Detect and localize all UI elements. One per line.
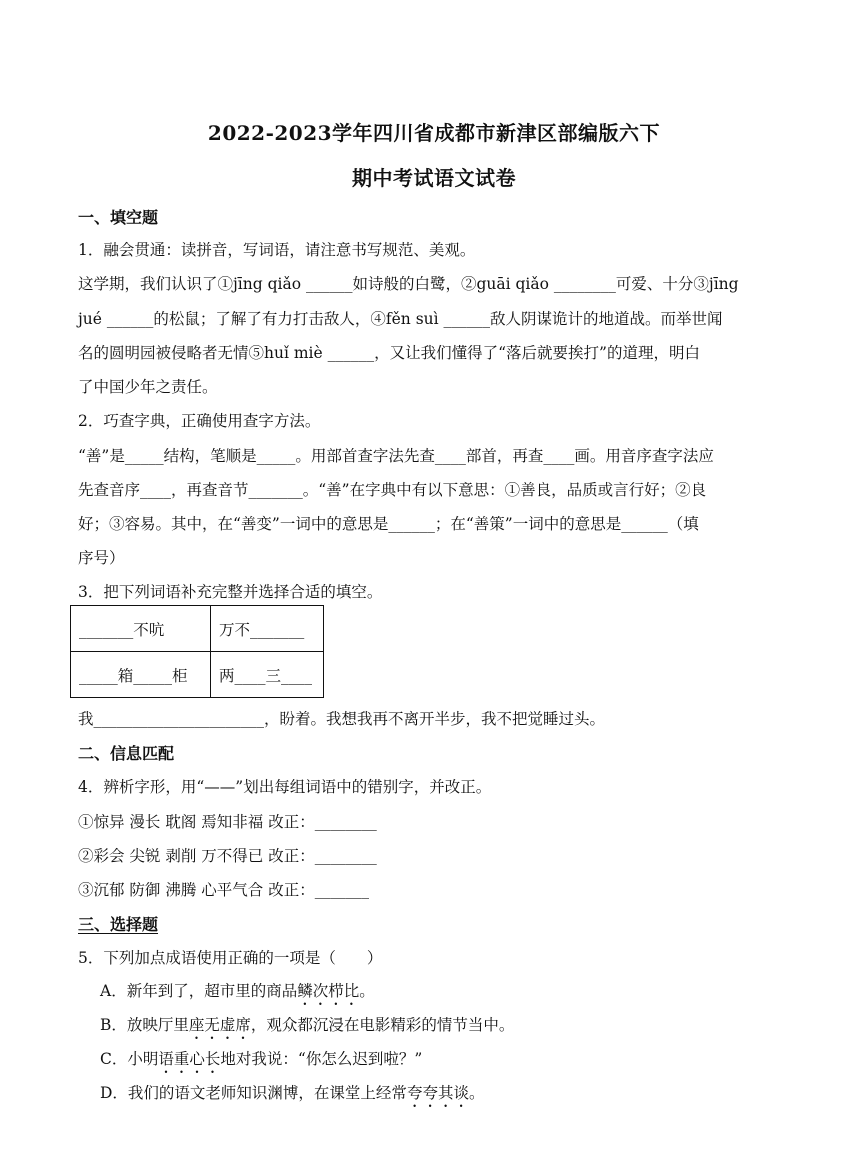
q2-line: 好；③容易。其中，在“善变”一词中的意思是______；在“善策”一词中的意思是______（填 bbox=[78, 515, 699, 533]
dotted-idiom: 语重心长 bbox=[158, 1050, 221, 1068]
q1-line: jué ______的松鼠；了解了有力打击敌人，④fěn suì ______敌人阴谋诡计的地道战。而举世闻 bbox=[78, 310, 723, 328]
q5-prompt: 5．下列加点成语使用正确的一项是（ ） bbox=[78, 949, 383, 967]
option-text: 。 bbox=[468, 1084, 485, 1102]
q3-prompt: 3．把下列词语补充完整并选择合适的填空。 bbox=[78, 583, 383, 601]
table-row bbox=[71, 606, 324, 652]
table-row bbox=[71, 652, 324, 698]
option-text: A．新年到了，超市里的商品 bbox=[100, 982, 298, 1000]
q5-option-a bbox=[100, 979, 375, 1009]
q4-prompt: 4．辨析字形，用“——”划出每组词语中的错别字，并改正。 bbox=[78, 778, 492, 796]
table-cell: 两____三____ bbox=[211, 652, 324, 698]
dotted-idiom: 座无虚席 bbox=[188, 1016, 251, 1034]
table-cell: _____箱_____柜 bbox=[71, 652, 211, 698]
section-heading-matching: 二、信息匹配 bbox=[78, 744, 175, 763]
q4-item: ②彩会 尖锐 剥削 万不得已 改正：________ bbox=[78, 847, 377, 865]
option-text: C．小明 bbox=[100, 1050, 159, 1068]
q1-line: 名的圆明园被侵略者无情⑤huǐ miè ______，又让我们懂得了“落后就要挨打”的道理，明白 bbox=[78, 344, 700, 362]
q3-word-table bbox=[70, 605, 324, 698]
section-heading-fill-blank: 一、填空题 bbox=[78, 208, 159, 227]
q4-item: ①惊异 漫长 耽阁 焉知非福 改正：________ bbox=[78, 813, 377, 831]
q1-line: 这学期，我们认识了①jīng qiǎo ______如诗般的白鹭，②guāi qiǎo ________可爱、十分③jīng bbox=[78, 275, 739, 293]
q2-line: 先查音序____，再查音节_______。“善”在字典中有以下意思：①善良，品质或言行好；②良 bbox=[78, 481, 707, 499]
exam-title-line2: 期中考试语文试卷 bbox=[352, 166, 516, 190]
q5-option-d bbox=[100, 1081, 484, 1111]
exam-title-line1: 2022-2023学年四川省成都市新津区部编版六下 bbox=[207, 121, 661, 145]
dotted-idiom: 鳞次栉比 bbox=[297, 982, 360, 1000]
q2-prompt: 2．巧查字典，正确使用查字方法。 bbox=[78, 412, 321, 430]
section-heading-choice: 三、选择题 bbox=[78, 915, 159, 934]
option-text: ，观众都沉浸在电影精彩的情节当中。 bbox=[250, 1016, 515, 1034]
q1-prompt: 1．融会贯通：读拼音，写词语，请注意书写规范、美观。 bbox=[78, 241, 476, 259]
option-text: B．放映厅里 bbox=[100, 1016, 189, 1034]
q1-line: 了中国少年之责任。 bbox=[78, 378, 218, 396]
dotted-idiom: 夸夸其谈 bbox=[406, 1084, 469, 1102]
q2-line: “善”是_____结构，笔顺是_____。用部首查字法先查____部首，再查____画。用音序查字法应 bbox=[78, 447, 714, 465]
option-text: 。 bbox=[359, 982, 375, 1000]
q4-item: ③沉郁 防御 沸腾 心平气合 改正：_______ bbox=[78, 881, 369, 899]
q2-line: 序号） bbox=[78, 549, 125, 567]
table-cell: _______不吭 bbox=[71, 606, 211, 652]
option-text: D．我们的语文老师知识渊博，在课堂上经常 bbox=[100, 1084, 407, 1102]
q3-sentence: 我______________________，盼着。我想我再不离开半步，我不把觉睡过头。 bbox=[78, 710, 606, 728]
q5-option-b bbox=[100, 1013, 514, 1043]
q5-option-c bbox=[100, 1047, 422, 1077]
option-text: 地对我说：“你怎么迟到啦？” bbox=[220, 1050, 423, 1068]
table-cell: 万不_______ bbox=[211, 606, 324, 652]
